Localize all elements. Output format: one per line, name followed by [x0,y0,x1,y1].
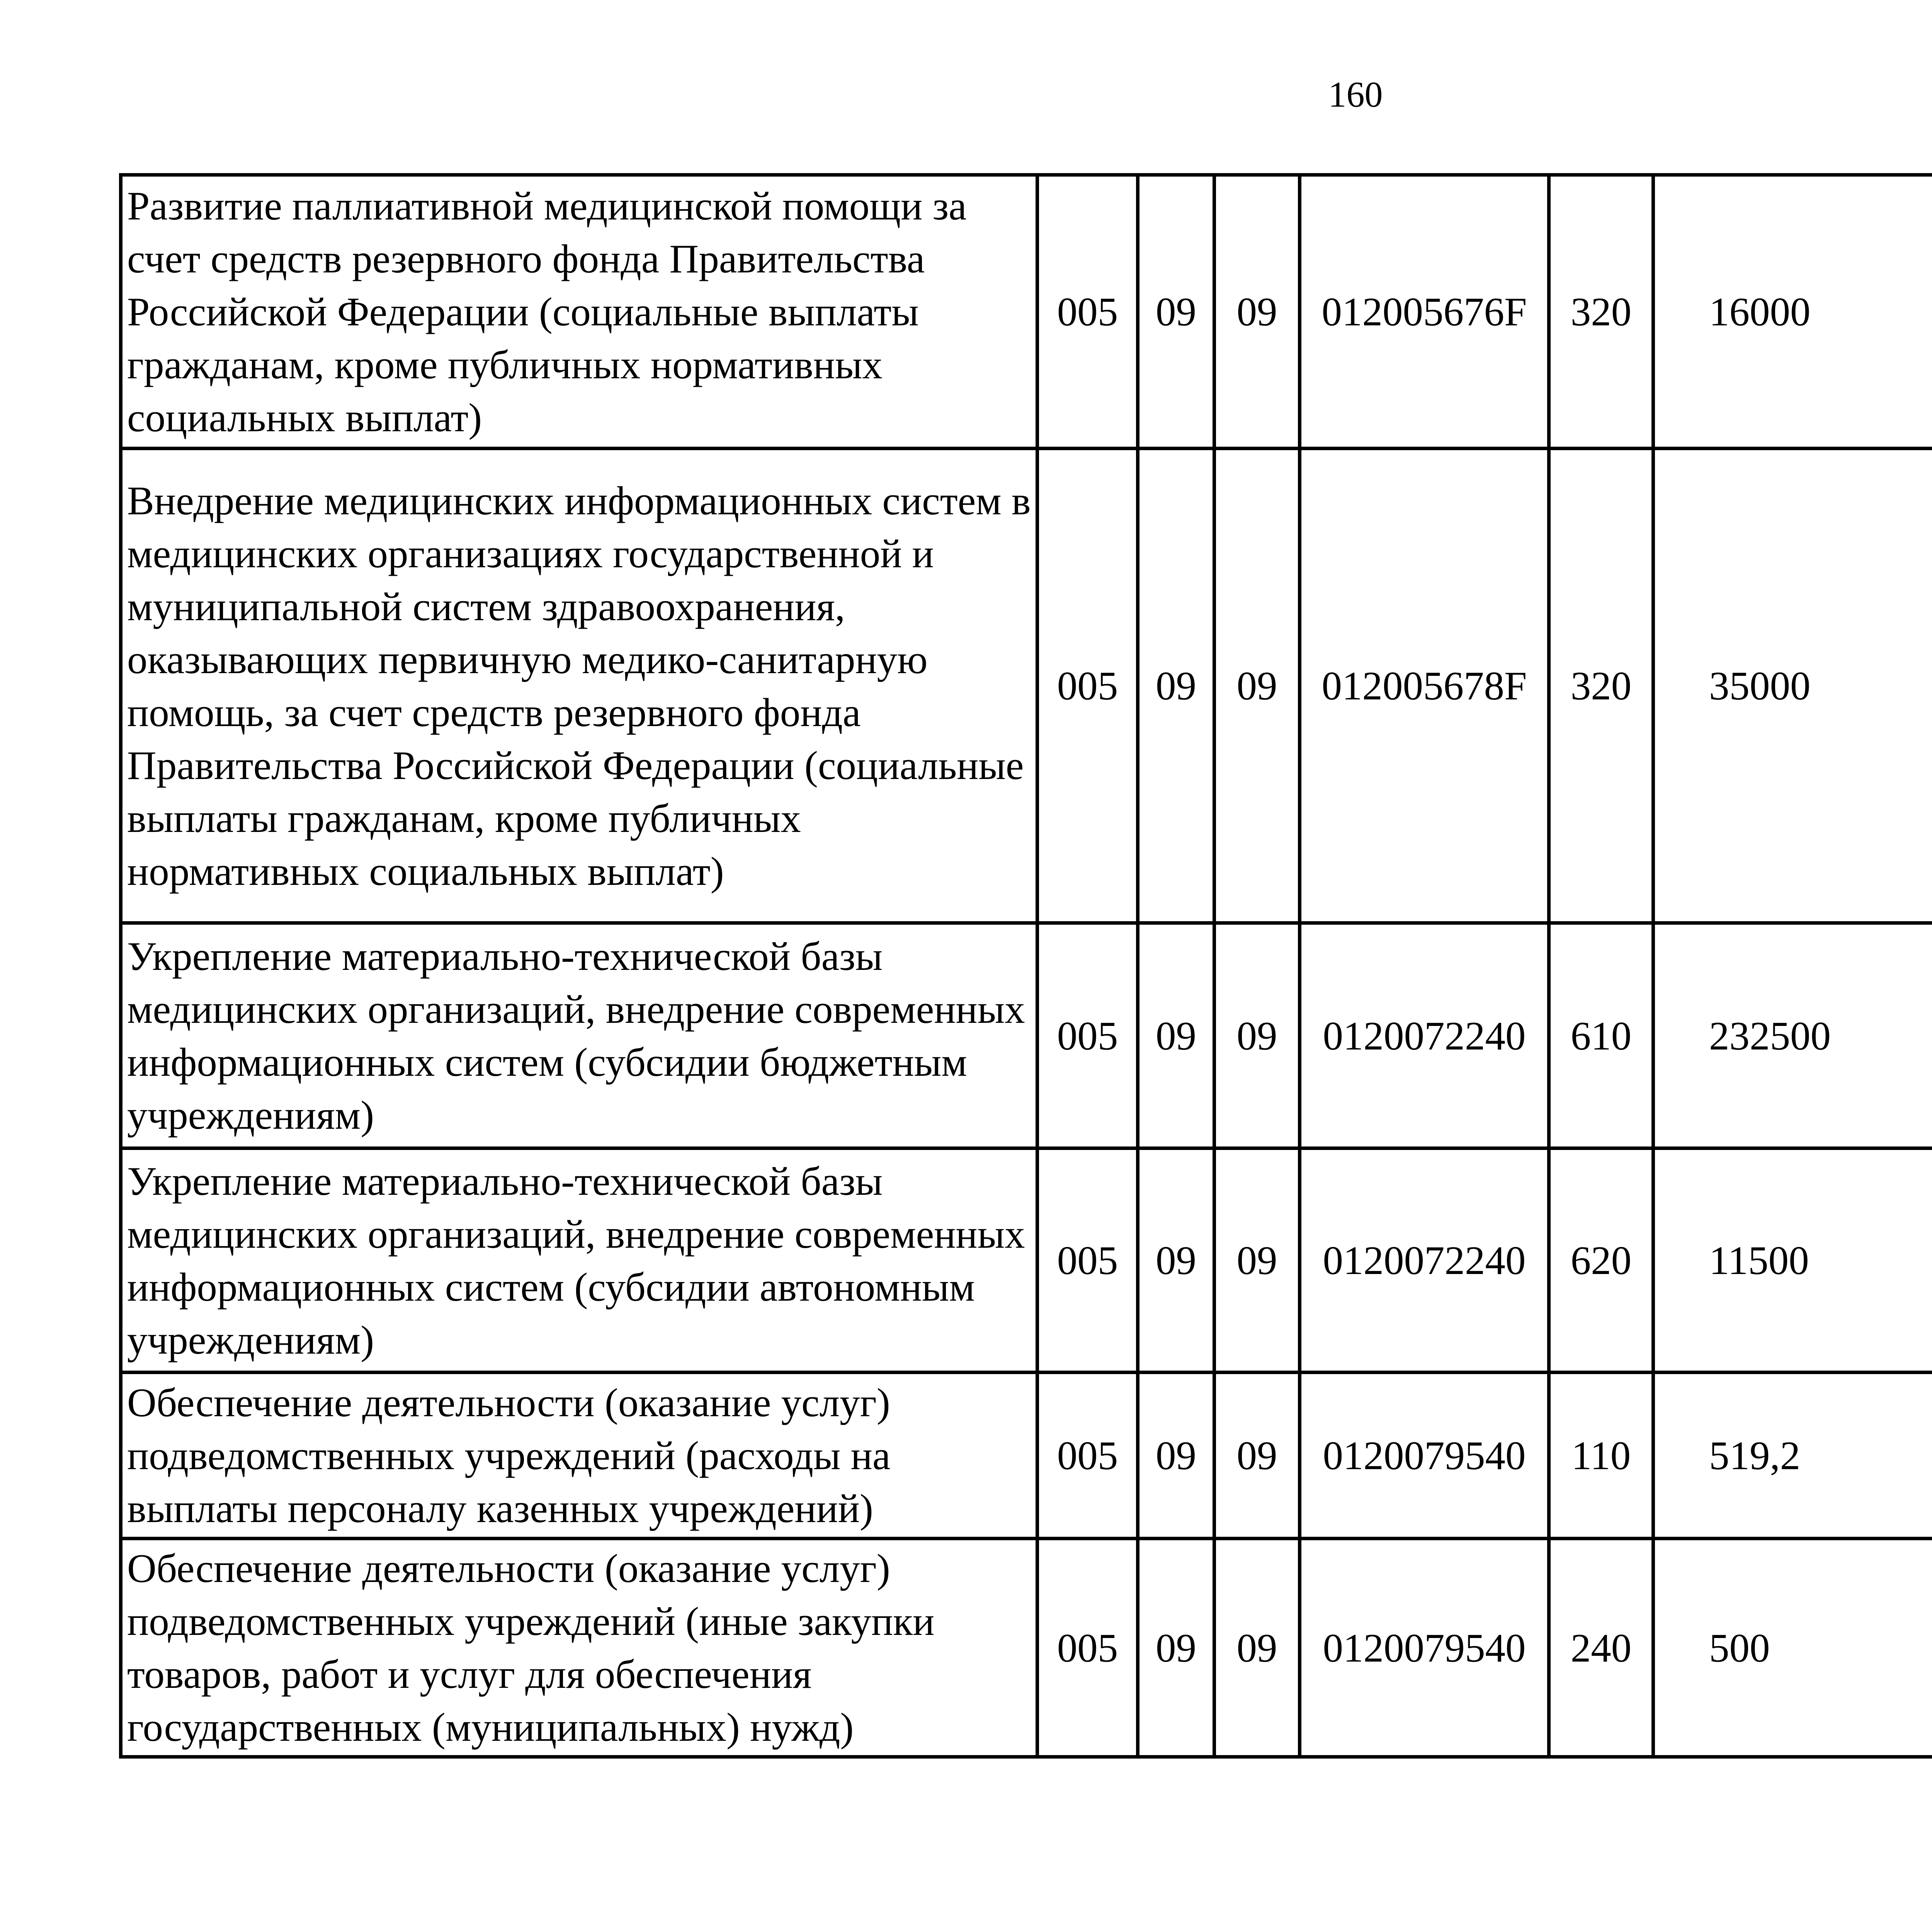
amount-1-cell: 500 [1653,1539,1932,1757]
target-article-cell: 012005676F [1300,175,1549,449]
ministry-code-cell: 005 [1037,1373,1138,1539]
budget-table [119,173,1932,1759]
target-article-cell: 0120072240 [1300,1148,1549,1373]
description-cell: Обеспечение деятельности (оказание услуг) подведомственных учреждений (расходы на выплаты персоналу казенных учреждений) [121,1373,1037,1539]
subsection-code-cell: 09 [1214,449,1300,923]
description-cell: Развитие паллиативной медицинской помощи за счет средств резервного фонда Правительства Российской Федерации (социальные выплаты гражданам, кроме публичных нормативных социальных выплат) [121,175,1037,449]
subsection-code-cell: 09 [1214,1539,1300,1757]
description-cell: Укрепление материально-технической базы медицинских организаций, внедрение современных информационных систем (субсидии бюджетным учреждениям) [121,923,1037,1148]
description-cell: Укрепление материально-технической базы медицинских организаций, внедрение современных информационных систем (субсидии автономным учреждениям) [121,1148,1037,1373]
table-row [121,449,1932,923]
section-code-cell: 09 [1138,1148,1214,1373]
expense-type-cell: 620 [1549,1148,1653,1373]
target-article-cell: 0120079540 [1300,1539,1549,1757]
section-code-cell: 09 [1138,923,1214,1148]
expense-type-cell: 110 [1549,1373,1653,1539]
target-article-cell: 012005678F [1300,449,1549,923]
subsection-code-cell: 09 [1214,923,1300,1148]
amount-1-cell: 519,2 [1653,1373,1932,1539]
table-row [121,923,1932,1148]
amount-1-cell: 35000 [1653,449,1932,923]
ministry-code-cell: 005 [1037,1539,1138,1757]
amount-1-cell: 16000 [1653,175,1932,449]
amount-1-cell: 232500 [1653,923,1932,1148]
page-number: 160 [1328,75,1383,115]
amount-1-cell: 11500 [1653,1148,1932,1373]
section-code-cell: 09 [1138,1539,1214,1757]
ministry-code-cell: 005 [1037,175,1138,449]
ministry-code-cell: 005 [1037,923,1138,1148]
section-code-cell: 09 [1138,449,1214,923]
ministry-code-cell: 005 [1037,449,1138,923]
expense-type-cell: 610 [1549,923,1653,1148]
section-code-cell: 09 [1138,1373,1214,1539]
description-cell: Обеспечение деятельности (оказание услуг) подведомственных учреждений (иные закупки товаров, работ и услуг для обеспечения государственных (муниципальных) нужд) [121,1539,1037,1757]
table-row [121,1373,1932,1539]
subsection-code-cell: 09 [1214,1373,1300,1539]
ministry-code-cell: 005 [1037,1148,1138,1373]
target-article-cell: 0120079540 [1300,1373,1549,1539]
target-article-cell: 0120072240 [1300,923,1549,1148]
expense-type-cell: 240 [1549,1539,1653,1757]
subsection-code-cell: 09 [1214,175,1300,449]
subsection-code-cell: 09 [1214,1148,1300,1373]
table-row [121,1148,1932,1373]
table-row [121,1539,1932,1757]
section-code-cell: 09 [1138,175,1214,449]
expense-type-cell: 320 [1549,449,1653,923]
description-cell: Внедрение медицинских информационных систем в медицинских организациях государственной и муниципальной систем здравоохранения, оказывающих первичную медико-санитарную помощь, за счет средств резервного фонда Правительства Российской Федерации (социальные выплаты гражданам, кроме публичных нормативных социальных выплат) [121,449,1037,923]
expense-type-cell: 320 [1549,175,1653,449]
table-row [121,175,1932,449]
